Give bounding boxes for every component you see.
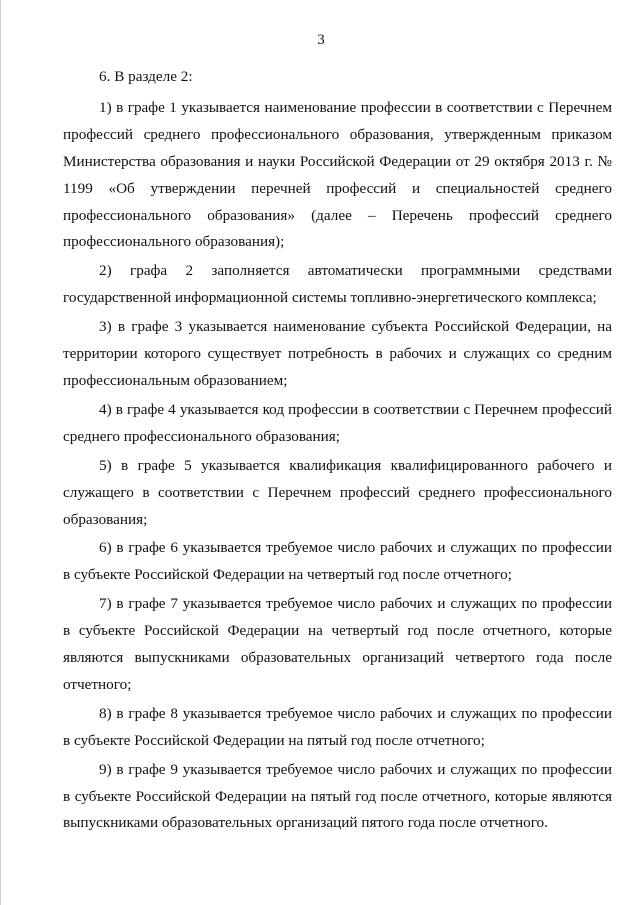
paragraph-item-7: 7) в графе 7 указывается требуемое число рабочих и служащих по профессии в субъекте Российской Федерации на четвертый год после отчетного, которые являются выпускниками образовательных организаций четвертого года после отчетного; bbox=[63, 595, 612, 693]
paragraph-item-8: 8) в графе 8 указывается требуемое число рабочих и служащих по профессии в субъекте Российской Федерации на пятый год после отчетного; bbox=[63, 704, 612, 749]
paragraph-item-2: 2) графа 2 заполняется автоматически программными средствами государственной информационной системы топливно-энергетического комплекса; bbox=[63, 262, 612, 307]
paragraph-item-5: 5) в графе 5 указывается квалификация квалифицированного рабочего и служащего в соответствии с Перечнем профессий среднего профессионального образования; bbox=[63, 456, 612, 528]
section-heading: 6. В разделе 2: bbox=[99, 68, 193, 85]
paragraph-item-4: 4) в графе 4 указывается код профессии в соответствии с Перечнем профессий среднего профессионального образования; bbox=[63, 400, 612, 445]
page-number: 3 bbox=[317, 32, 325, 48]
document-body bbox=[63, 64, 612, 837]
paragraph-item-6: 6) в графе 6 указывается требуемое число рабочих и служащих по профессии в субъекте Российской Федерации на четвертый год после отчетного; bbox=[63, 539, 612, 584]
paragraph-item-3: 3) в графе 3 указывается наименование субъекта Российской Федерации, на территории которого существует потребность в рабочих и служащих со средним профессиональным образованием; bbox=[63, 318, 612, 389]
paragraph-item-9: 9) в графе 9 указывается требуемое число рабочих и служащих по профессии в субъекте Российской Федерации на пятый год после отчетного, которые являются выпускниками образовательных организаций пятого года после отчетного. bbox=[63, 760, 612, 832]
paragraph-item-1: 1) в графе 1 указывается наименование профессии в соответствии с Перечнем профессий среднего профессионального образования, утвержденным приказом Министерства образования и науки Российской Федерации от 29 октября 2013 г. № 1199 «Об утверждении перечней профессий и специальностей среднего профессионального образования» (далее – Перечень профессий среднего профессионального образования); bbox=[63, 98, 612, 251]
